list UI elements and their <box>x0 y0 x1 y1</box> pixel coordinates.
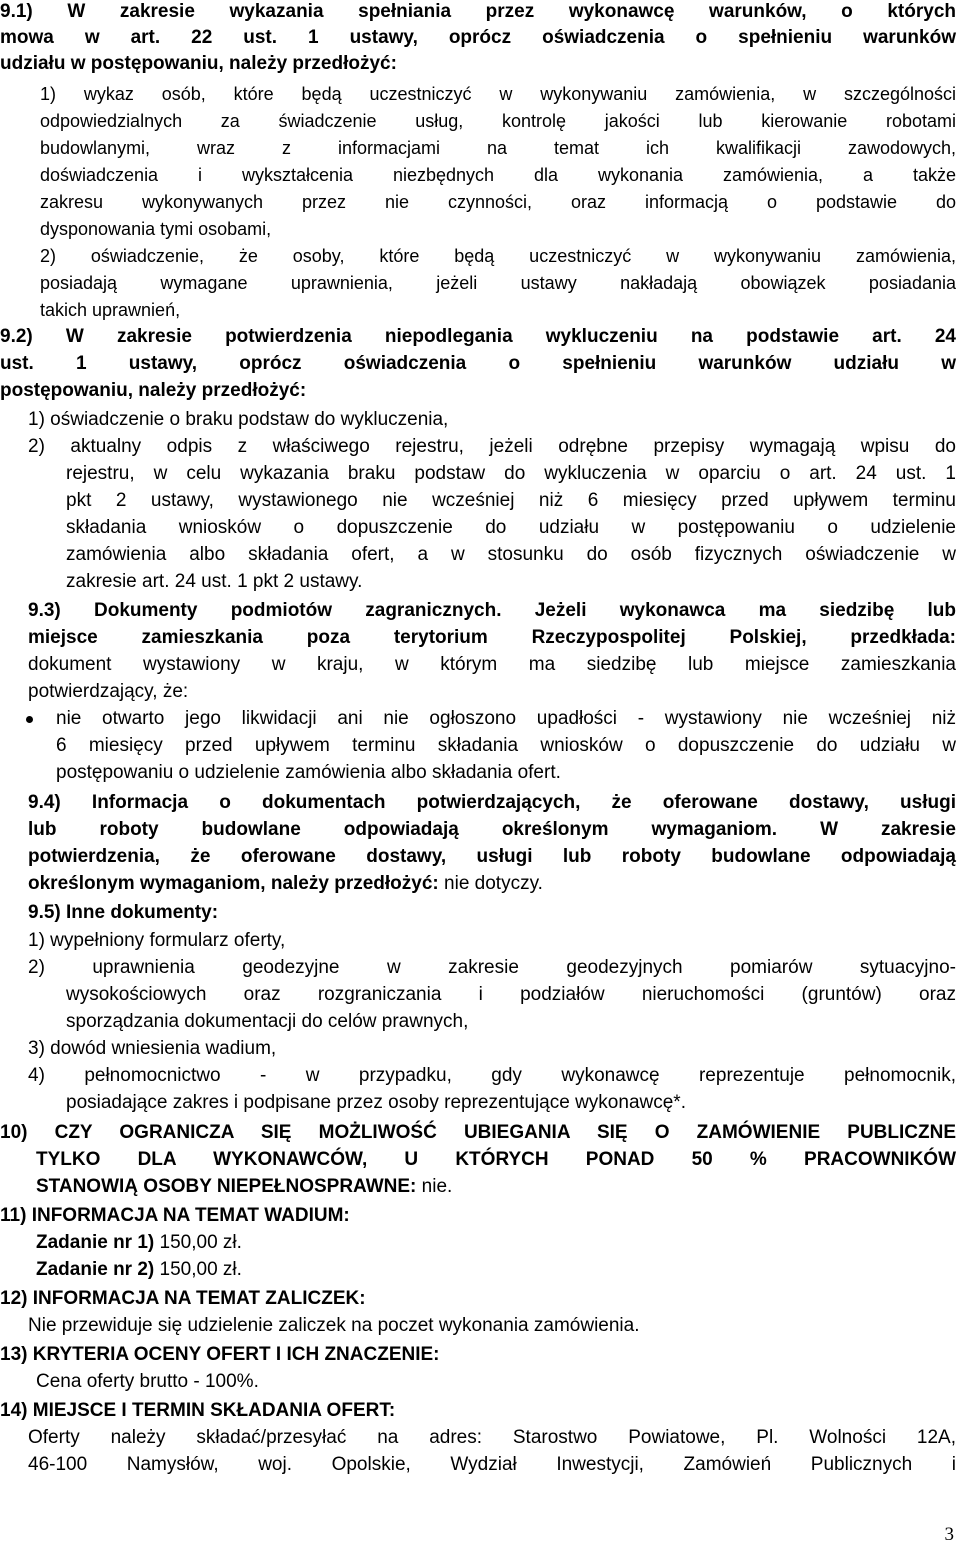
text-line <box>0 1204 956 1230</box>
text-run: 9.4) Informacja o dokumentach potwierdzających, że oferowane dostawy, usługi <box>28 792 956 813</box>
text-line <box>66 543 956 569</box>
text-line <box>0 379 956 405</box>
text-run: Nie przewiduje się udzielenie zaliczek na poczet wykonania zamówienia. <box>28 1315 640 1336</box>
page-number: 3 <box>944 1524 954 1545</box>
text-line <box>0 26 956 52</box>
text-line <box>56 761 956 787</box>
text-line <box>40 82 956 108</box>
text-run: STANOWIĄ OSOBY NIEPEŁNOSPRAWNE: <box>36 1176 417 1197</box>
text-line <box>66 1010 956 1036</box>
text-run: Cena oferty brutto - 100%. <box>36 1371 259 1392</box>
text-run: postępowaniu o udzielenie zamówienia albo składania ofert. <box>56 762 561 783</box>
text-run: 2) oświadczenie, że osoby, które będą uczestniczyć w wykonywaniu zamówienia, <box>40 246 956 266</box>
text-run: wysokościowych oraz rozgraniczania i podziałów nieruchomości (gruntów) oraz <box>66 984 956 1005</box>
text-run: 2) aktualny odpis z właściwego rejestru, jeżeli odrębne przepisy wymagają wpisu do <box>28 436 956 457</box>
text-run: zakresu wykonywanych przez nie czynności, oraz informacją o podstawie do <box>40 192 956 212</box>
text-line <box>28 1314 956 1340</box>
text-line <box>0 52 956 78</box>
text-line <box>0 352 956 378</box>
text-line <box>40 109 956 135</box>
text-run: dokument wystawiony w kraju, w którym ma siedzibę lub miejsce zamieszkania <box>28 654 956 675</box>
text-line <box>36 1370 956 1396</box>
text-line <box>28 653 956 679</box>
text-line <box>28 1064 956 1090</box>
text-line <box>66 489 956 515</box>
text-line <box>28 791 956 817</box>
text-line <box>28 1037 956 1063</box>
text-line <box>40 298 956 324</box>
text-run: sporządzania dokumentacji do celów prawnych, <box>66 1011 469 1032</box>
text-line <box>66 570 956 596</box>
text-run: potwierdzający, że: <box>28 681 189 702</box>
text-run: 12) INFORMACJA NA TEMAT ZALICZEK: <box>0 1288 366 1309</box>
text-run: rejestru, w celu wykazania braku podstaw do wykluczenia w oparciu o art. 24 ust. 1 <box>66 463 956 484</box>
text-run: Oferty należy składać/przesyłać na adres: Starostwo Powiatowe, Pl. Wolności 12A, <box>28 1427 956 1448</box>
text-line <box>66 1091 956 1117</box>
text-run: 150,00 zł. <box>154 1232 242 1253</box>
text-run: lub roboty budowlane odpowiadają określonym wymaganiom. W zakresie <box>28 819 956 840</box>
text-line <box>28 599 956 625</box>
text-run: 4) pełnomocnictwo - w przypadku, gdy wykonawcę reprezentuje pełnomocnik, <box>28 1065 956 1086</box>
text-line <box>28 680 956 706</box>
text-run: określonym wymaganiom, należy przedłożyć: <box>28 873 439 894</box>
text-run: posiadające zakres i podpisane przez osoby reprezentujące wykonawcę*. <box>66 1092 686 1113</box>
text-run: TYLKO DLA WYKONAWCÓW, U KTÓRYCH PONAD 50 % PRACOWNIKÓW <box>36 1149 956 1170</box>
text-run: 1) wykaz osób, które będą uczestniczyć w wykonywaniu zamówienia, w szczególności <box>40 84 956 104</box>
text-run: Zadanie nr 2) <box>36 1259 155 1280</box>
text-line <box>66 516 956 542</box>
text-line <box>0 0 956 26</box>
text-line <box>28 845 956 871</box>
text-run: nie otwarto jego likwidacji ani nie ogłoszono upadłości - wystawiony nie wcześniej niż <box>56 708 956 729</box>
text-line <box>28 929 956 955</box>
text-run: 13) KRYTERIA OCENY OFERT I ICH ZNACZENIE: <box>0 1344 440 1365</box>
text-line <box>28 872 956 898</box>
text-run: odpowiedzialnych za świadczenie usług, kontrolę jakości lub kierowanie robotami <box>40 111 956 131</box>
text-line <box>56 734 956 760</box>
text-run: doświadczenia i wykształcenia niezbędnych dla wykonania zamówienia, a także <box>40 165 956 185</box>
text-run: 9.2) W zakresie potwierdzenia niepodlegania wykluczeniu na podstawie art. 24 <box>0 326 956 347</box>
text-line <box>66 462 956 488</box>
text-line <box>28 818 956 844</box>
text-run: zamówienia albo składania ofert, a w stosunku do osób fizycznych oświadczenie w <box>66 544 956 565</box>
text-run: 1) oświadczenie o braku podstaw do wykluczenia, <box>28 409 449 430</box>
text-line <box>36 1175 956 1201</box>
text-line <box>28 408 956 434</box>
text-line <box>40 244 956 270</box>
text-run: 14) MIEJSCE I TERMIN SKŁADANIA OFERT: <box>0 1400 396 1421</box>
text-run: miejsce zamieszkania poza terytorium Rzeczypospolitej Polskiej, przedkłada: <box>28 627 956 648</box>
text-run: 150,00 zł. <box>154 1259 242 1280</box>
text-run: 9.3) Dokumenty podmiotów zagranicznych. Jeżeli wykonawca ma siedzibę lub <box>28 600 956 621</box>
text-line <box>36 1231 956 1257</box>
text-line <box>40 271 956 297</box>
text-line <box>28 626 956 652</box>
text-run: posiadają wymagane uprawnienia, jeżeli ustawy nakładają obowiązek posiadania <box>40 273 956 293</box>
text-line <box>0 1343 956 1369</box>
text-run: 11) INFORMACJA NA TEMAT WADIUM: <box>0 1205 350 1226</box>
text-line <box>40 217 956 243</box>
text-line <box>36 1148 956 1174</box>
text-run: nie dotyczy. <box>438 873 543 894</box>
text-line <box>40 190 956 216</box>
text-run: budowlanymi, wraz z informacjami na temat ich kwalifikacji zawodowych, <box>40 138 956 158</box>
text-run: potwierdzenia, że oferowane dostawy, usługi lub roboty budowlane odpowiadają <box>28 846 956 867</box>
text-line <box>0 1287 956 1313</box>
text-line <box>28 956 956 982</box>
text-run: zakresie art. 24 ust. 1 pkt 2 ustawy. <box>66 571 363 592</box>
text-line <box>0 1121 956 1147</box>
text-line <box>0 1399 956 1425</box>
text-run: 2) uprawnienia geodezyjne w zakresie geodezyjnych pomiarów sytuacyjno- <box>28 957 956 978</box>
text-run: 9.5) Inne dokumenty: <box>28 902 219 923</box>
text-line <box>0 325 956 351</box>
text-run: składania wniosków o dopuszczenie do udziału w postępowaniu o udzielenie <box>66 517 956 538</box>
text-run: ust. 1 ustawy, oprócz oświadczenia o spełnieniu warunków udziału w <box>0 353 956 374</box>
text-run: mowa w art. 22 ust. 1 ustawy, oprócz oświadczenia o spełnieniu warunków <box>0 27 956 48</box>
text-line <box>28 901 956 927</box>
text-run: 46-100 Namysłów, woj. Opolskie, Wydział Inwestycji, Zamówień Publicznych i <box>28 1454 956 1475</box>
text-run: 10) CZY OGRANICZA SIĘ MOŻLIWOŚĆ UBIEGANIA SIĘ O ZAMÓWIENIE PUBLICZNE <box>0 1122 956 1143</box>
text-run: 3) dowód wniesienia wadium, <box>28 1038 277 1059</box>
text-run: pkt 2 ustawy, wystawionego nie wcześniej niż 6 miesięcy przed upływem terminu <box>66 490 956 511</box>
text-run: nie. <box>416 1176 453 1197</box>
text-line <box>28 1453 956 1479</box>
text-run: postępowaniu, należy przedłożyć: <box>0 380 307 401</box>
text-line <box>28 1426 956 1452</box>
text-line <box>40 136 956 162</box>
text-line <box>40 163 956 189</box>
text-line <box>28 435 956 461</box>
text-run: Zadanie nr 1) <box>36 1232 155 1253</box>
text-run: 1) wypełniony formularz oferty, <box>28 930 286 951</box>
text-line <box>36 1258 956 1284</box>
bullet-icon <box>26 716 33 723</box>
text-line <box>56 707 956 733</box>
text-run: dysponowania tymi osobami, <box>40 219 272 239</box>
text-line <box>66 983 956 1009</box>
text-run: takich uprawnień, <box>40 300 181 320</box>
text-run: 6 miesięcy przed upływem terminu składania wniosków o dopuszczenie do udziału w <box>56 735 956 756</box>
text-run: udziału w postępowaniu, należy przedłożyć: <box>0 53 397 74</box>
text-run: 9.1) W zakresie wykazania spełniania przez wykonawcę warunków, o których <box>0 1 956 22</box>
